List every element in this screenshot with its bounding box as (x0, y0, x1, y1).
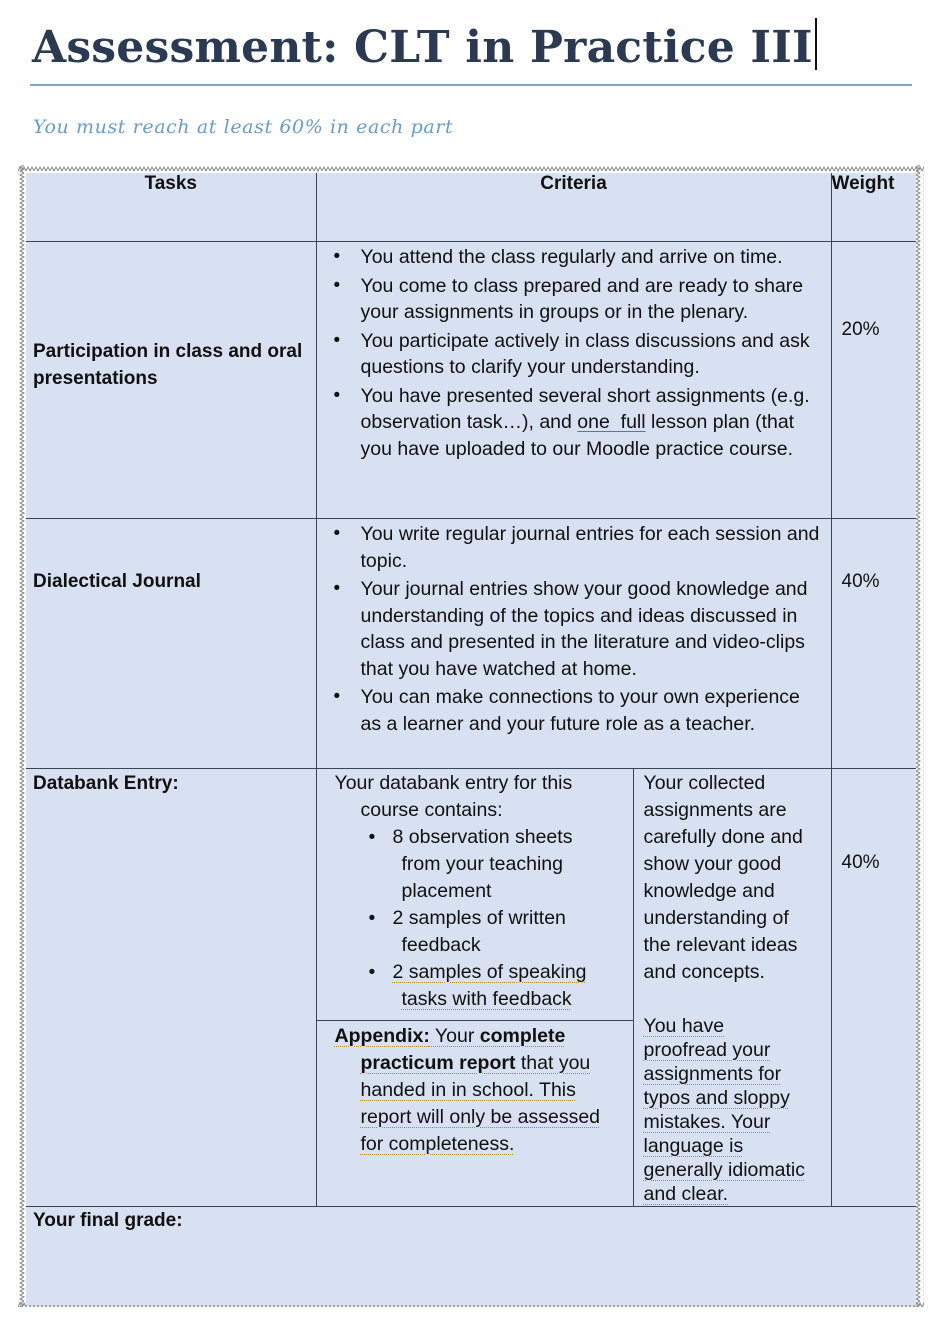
text-line: and concepts. (643, 961, 765, 983)
databank-intro-line: Your databank entry for this (334, 772, 573, 794)
final-grade-cell[interactable] (26, 1207, 916, 1305)
text-line: knowledge and (643, 880, 775, 902)
databank-intro-line: course contains: (360, 799, 503, 821)
text-cursor (815, 18, 817, 70)
text-line: assignments for (643, 1063, 782, 1085)
text-line: You have (643, 1015, 725, 1037)
text-line: handed in in school. This (360, 1079, 576, 1102)
text-line: the relevant ideas (643, 934, 798, 956)
databank-item[interactable] (392, 959, 633, 1013)
text-line: language is (643, 1135, 744, 1157)
appendix-label: Appendix: (334, 1025, 430, 1048)
text-line: and clear. (643, 1183, 729, 1205)
table-row (26, 242, 916, 519)
weight-value[interactable]: 20% (841, 319, 880, 340)
criteria-text: lesson plan (that you have uploaded to our Moodle practice course. (360, 411, 795, 460)
text-line: mistakes. Your (643, 1111, 771, 1133)
text-line: understanding of (643, 907, 789, 929)
task-cell (26, 519, 316, 769)
page-title[interactable]: Assessment: CLT in Practice III (32, 22, 813, 73)
databank-contents-cell (316, 769, 633, 1021)
task-label[interactable]: Databank Entry: (33, 773, 179, 794)
subtitle[interactable]: You must reach at least 60% in each part (33, 116, 454, 138)
proofread-text[interactable] (634, 1014, 831, 1206)
table-header-row (26, 173, 916, 242)
criteria-cell (316, 242, 831, 519)
databank-intro[interactable] (317, 770, 633, 824)
assessment-table (26, 173, 916, 1305)
criteria-item[interactable] (361, 383, 821, 463)
criteria-list (317, 244, 831, 462)
header-tasks: Tasks (26, 173, 316, 242)
table-row (26, 519, 916, 769)
header-weight: Weight (831, 173, 916, 242)
table-row (26, 769, 916, 1021)
text-line: show your good (643, 853, 782, 875)
item-line: from your teaching (401, 853, 563, 875)
databank-item[interactable] (392, 824, 633, 905)
criteria-item[interactable]: • You come to class prepared and are ready to share your assignments in groups or in the plenary. (361, 273, 821, 326)
final-grade-label: Your final grade: (33, 1210, 183, 1231)
item-line: placement (401, 880, 492, 902)
task-label[interactable]: Participation in class and oral presentations (33, 341, 303, 389)
text-line: generally idiomatic (643, 1159, 805, 1181)
weight-cell (831, 769, 916, 1207)
appendix-cell (316, 1021, 633, 1207)
task-label[interactable]: Dialectical Journal (33, 570, 201, 592)
final-grade-row (26, 1207, 916, 1305)
bold-run: practicum report (360, 1052, 516, 1075)
item-line: • 8 observation sheets (392, 826, 573, 848)
text-line: proofread your (643, 1039, 771, 1061)
item-line: • 2 samples of written (392, 907, 566, 929)
item-line: 2 samples of speaking (392, 961, 587, 983)
criteria-item[interactable]: • You can make connections to your own experience as a learner and your future role as a teacher. (361, 684, 821, 737)
task-cell (26, 242, 316, 519)
criteria-item[interactable]: • Your journal entries show your good knowledge and understanding of the topics and ideas discussed in class and presented in the literature and video-clips that you have watched at home. (361, 576, 821, 682)
weight-value[interactable]: 40% (841, 852, 880, 873)
text-line: for completeness. (360, 1133, 515, 1156)
item-line: feedback (401, 934, 481, 956)
header-criteria: Criteria (316, 173, 831, 242)
bold-run: complete (479, 1025, 566, 1048)
criteria-cell (316, 519, 831, 769)
databank-item[interactable] (392, 905, 633, 959)
quality-cell (633, 769, 831, 1207)
item-line: tasks with feedback (401, 988, 572, 1010)
title-block (32, 18, 912, 78)
text-line: assignments are (643, 799, 787, 821)
criteria-item[interactable]: • You participate actively in class discussions and ask questions to clarify your understanding. (361, 328, 821, 381)
text-line: Your collected (643, 772, 766, 794)
criteria-item[interactable]: • You write regular journal entries for each session and topic. (361, 521, 821, 574)
task-cell (26, 769, 316, 1207)
weight-cell (831, 519, 916, 769)
weight-cell (831, 242, 916, 519)
criteria-text: You have presented several short assignments (e.g. observation task…), and (360, 384, 810, 433)
collected-assignments-text[interactable] (634, 770, 831, 986)
text-line: typos and sloppy (643, 1087, 790, 1109)
text-run: that you (515, 1052, 591, 1075)
text-run: Your (429, 1025, 480, 1048)
criteria-item[interactable]: • You attend the class regularly and arrive on time. (361, 244, 821, 271)
appendix-text[interactable] (317, 1021, 633, 1158)
title-underline-rule (30, 84, 912, 86)
criteria-list (317, 521, 831, 737)
weight-value[interactable]: 40% (841, 570, 880, 592)
text-line: report will only be assessed (360, 1106, 601, 1129)
underlined-text: one full (577, 411, 646, 433)
databank-items-list (317, 824, 633, 1013)
text-line: carefully done and (643, 826, 803, 848)
